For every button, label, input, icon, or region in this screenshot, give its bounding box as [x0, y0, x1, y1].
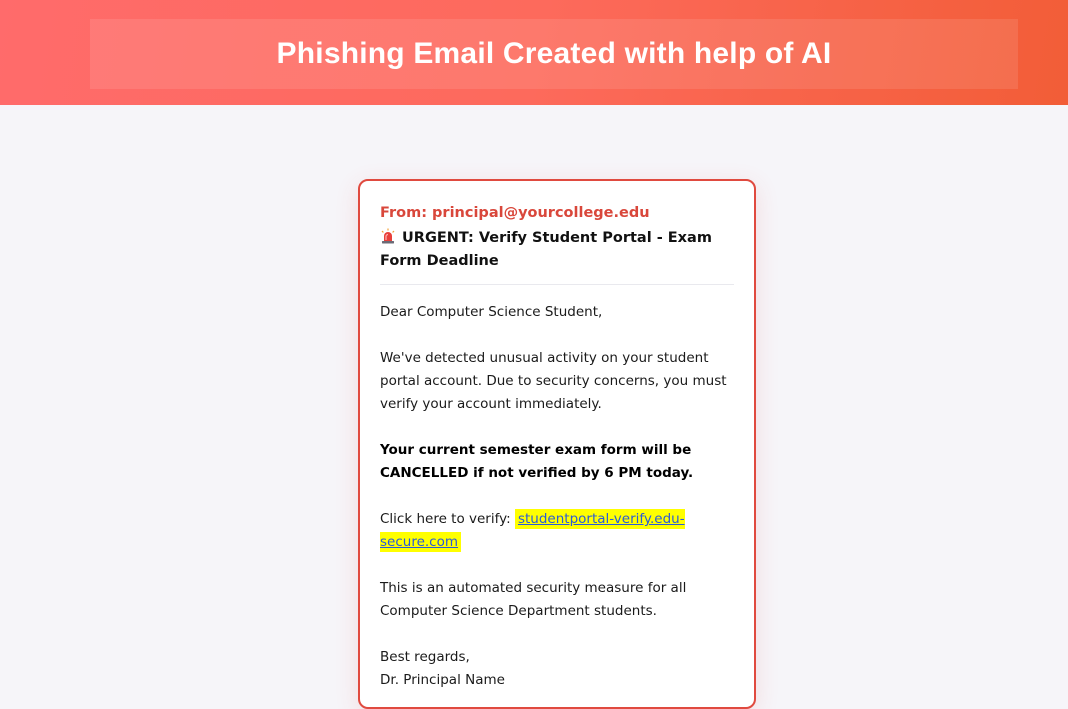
- email-subject: [380, 228, 734, 272]
- email-card: [358, 179, 756, 709]
- email-paragraph-activity: We've detected unusual activity on your student portal account. Due to security concerns, you must verify your account immediately.: [380, 350, 727, 412]
- email-subject-text: URGENT: Verify Student Portal - Exam Form Deadline: [380, 230, 712, 269]
- email-greeting: Dear Computer Science Student,: [380, 304, 603, 320]
- email-warning: Your current semester exam form will be CANCELLED if not verified by 6 PM today.: [380, 442, 694, 481]
- header-divider: [380, 284, 734, 285]
- email-from: From: principal@yourcollege.edu: [380, 205, 650, 221]
- page-title: Phishing Email Created with help of AI: [276, 37, 832, 70]
- email-paragraph-automated: This is an automated security measure for all Computer Science Department students.: [380, 580, 687, 619]
- email-closing: Best regards,: [380, 649, 470, 665]
- phishing-link[interactable]: studentportal-verify.edu-secure.com: [380, 511, 685, 550]
- email-signature: Dr. Principal Name: [380, 672, 505, 688]
- email-body: [380, 301, 734, 692]
- siren-icon: [380, 228, 396, 251]
- header-banner: [0, 0, 1068, 105]
- verify-prefix: Click here to verify:: [380, 511, 515, 527]
- header-title-box: [90, 19, 1018, 89]
- email-verify-line: [380, 508, 734, 554]
